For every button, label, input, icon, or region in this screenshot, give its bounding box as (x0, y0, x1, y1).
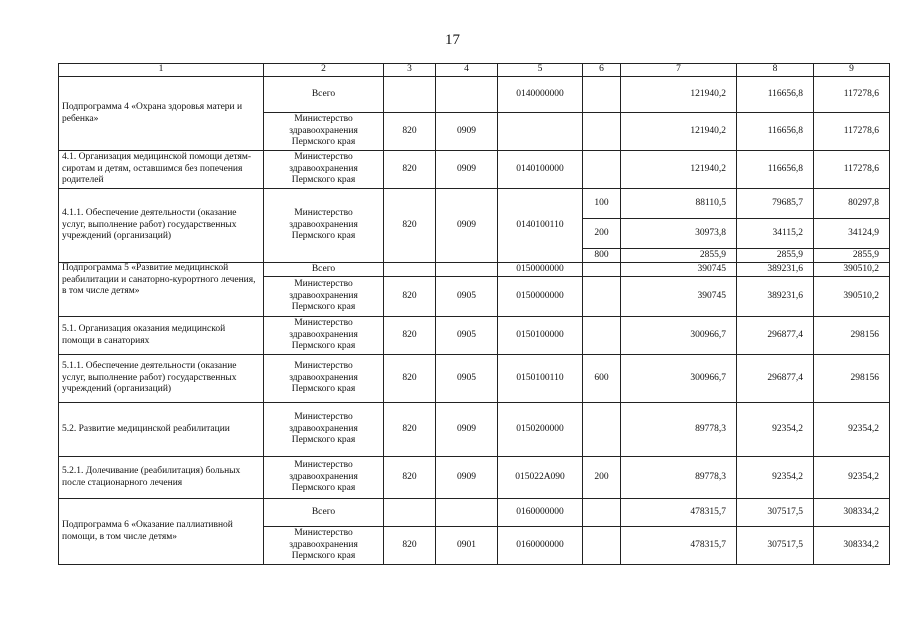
cell: 820 (384, 527, 436, 565)
row-name: 5.2.1. Долечивание (реабилитация) больных после стационарного лечения (59, 457, 264, 499)
cell-value: 88110,5 (621, 189, 737, 219)
cell: 820 (384, 189, 436, 263)
cell-value: 92354,2 (814, 403, 890, 457)
cell-value: 2855,9 (814, 249, 890, 263)
cell: 200 (583, 457, 621, 499)
col-header: 8 (737, 64, 814, 77)
cell (583, 77, 621, 113)
cell-code: 0150000000 (498, 277, 583, 317)
cell (384, 77, 436, 113)
cell-value: 390745 (621, 263, 737, 277)
cell-value: 117278,6 (814, 151, 890, 189)
cell-value: 390510,2 (814, 263, 890, 277)
cell: 0901 (436, 527, 498, 565)
cell (498, 113, 583, 151)
cell-value: 116656,8 (737, 77, 814, 113)
cell-value: 296877,4 (737, 355, 814, 403)
cell-ministry: Министерство здравоохранения Пермского края (264, 403, 384, 457)
col-header: 5 (498, 64, 583, 77)
cell-value: 79685,7 (737, 189, 814, 219)
table-row (59, 189, 890, 219)
table-row (59, 263, 890, 277)
cell-ministry: Министерство здравоохранения Пермского края (264, 151, 384, 189)
cell-ministry: Министерство здравоохранения Пермского края (264, 355, 384, 403)
cell-value: 117278,6 (814, 113, 890, 151)
cell-value: 300966,7 (621, 355, 737, 403)
col-header: 1 (59, 64, 264, 77)
row-name: Подпрограмма 4 «Охрана здоровья матери и ребенка» (59, 77, 264, 151)
row-name: 4.1. Организация медицинской помощи детям-сиротам и детям, оставшимся без попечения родителей (59, 151, 264, 189)
table-row (59, 457, 890, 499)
cell (583, 151, 621, 189)
col-header: 4 (436, 64, 498, 77)
cell: 820 (384, 277, 436, 317)
cell: 200 (583, 219, 621, 249)
cell-value: 390745 (621, 277, 737, 317)
cell: 0905 (436, 277, 498, 317)
budget-table (58, 63, 890, 565)
cell-value: 296877,4 (737, 317, 814, 355)
cell (583, 113, 621, 151)
cell (436, 263, 498, 277)
cell (436, 77, 498, 113)
cell-ministry: Министерство здравоохранения Пермского края (264, 317, 384, 355)
cell-value: 116656,8 (737, 151, 814, 189)
cell-value: 30973,8 (621, 219, 737, 249)
cell-value: 478315,7 (621, 527, 737, 565)
cell-value: 121940,2 (621, 77, 737, 113)
cell (384, 499, 436, 527)
cell-value: 89778,3 (621, 403, 737, 457)
cell: 820 (384, 355, 436, 403)
cell-value: 2855,9 (621, 249, 737, 263)
cell-code: 0160000000 (498, 527, 583, 565)
cell-code: 0150200000 (498, 403, 583, 457)
cell-vsego: Всего (264, 77, 384, 113)
cell-value: 308334,2 (814, 527, 890, 565)
cell-value: 298156 (814, 317, 890, 355)
col-header: 9 (814, 64, 890, 77)
table-row (59, 151, 890, 189)
cell-ministry: Министерство здравоохранения Пермского края (264, 189, 384, 263)
cell: 0909 (436, 189, 498, 263)
cell (583, 527, 621, 565)
cell-ministry: Министерство здравоохранения Пермского края (264, 113, 384, 151)
cell-value: 121940,2 (621, 113, 737, 151)
cell-value: 308334,2 (814, 499, 890, 527)
row-name: 5.1. Организация оказания медицинской помощи в санаториях (59, 317, 264, 355)
cell-value: 121940,2 (621, 151, 737, 189)
cell-value: 117278,6 (814, 77, 890, 113)
cell-value: 116656,8 (737, 113, 814, 151)
table-row (59, 317, 890, 355)
cell-code: 0150000000 (498, 263, 583, 277)
row-name: Подпрограмма 6 «Оказание паллиативной помощи, в том числе детям» (59, 499, 264, 565)
cell-value: 307517,5 (737, 527, 814, 565)
cell: 820 (384, 113, 436, 151)
cell-code: 0150100000 (498, 317, 583, 355)
cell-vsego: Всего (264, 263, 384, 277)
cell-ministry: Министерство здравоохранения Пермского края (264, 457, 384, 499)
cell-code: 0160000000 (498, 499, 583, 527)
cell-value: 307517,5 (737, 499, 814, 527)
cell: 0905 (436, 317, 498, 355)
row-name: 4.1.1. Обеспечение деятельности (оказание услуг, выполнение работ) государственных учреждений (организаций) (59, 189, 264, 263)
cell: 0909 (436, 113, 498, 151)
row-name: 5.1.1. Обеспечение деятельности (оказание услуг, выполнение работ) государственных учреждений (организаций) (59, 355, 264, 403)
table-row (59, 355, 890, 403)
cell-value: 2855,9 (737, 249, 814, 263)
cell: 600 (583, 355, 621, 403)
page-number: 17 (445, 32, 460, 48)
cell-value: 92354,2 (737, 403, 814, 457)
cell-code: 0140100110 (498, 189, 583, 263)
cell-value: 34124,9 (814, 219, 890, 249)
cell-code: 015022А090 (498, 457, 583, 499)
cell-value: 300966,7 (621, 317, 737, 355)
cell-value: 390510,2 (814, 277, 890, 317)
col-header: 6 (583, 64, 621, 77)
cell: 820 (384, 317, 436, 355)
cell-value: 92354,2 (814, 457, 890, 499)
cell (436, 499, 498, 527)
cell: 820 (384, 151, 436, 189)
cell-value: 478315,7 (621, 499, 737, 527)
cell-value: 80297,8 (814, 189, 890, 219)
cell: 820 (384, 457, 436, 499)
cell-code: 0150100110 (498, 355, 583, 403)
col-header: 3 (384, 64, 436, 77)
cell: 820 (384, 403, 436, 457)
col-header: 2 (264, 64, 384, 77)
cell (583, 277, 621, 317)
table-row (59, 499, 890, 527)
cell (583, 317, 621, 355)
cell (583, 403, 621, 457)
cell: 0905 (436, 355, 498, 403)
col-header: 7 (621, 64, 737, 77)
cell (583, 263, 621, 277)
cell (583, 499, 621, 527)
cell-value: 389231,6 (737, 277, 814, 317)
cell-ministry: Министерство здравоохранения Пермского края (264, 277, 384, 317)
cell-value: 89778,3 (621, 457, 737, 499)
cell-vsego: Всего (264, 499, 384, 527)
cell-ministry: Министерство здравоохранения Пермского края (264, 527, 384, 565)
table-row (59, 403, 890, 457)
cell-value: 34115,2 (737, 219, 814, 249)
cell: 800 (583, 249, 621, 263)
cell: 100 (583, 189, 621, 219)
cell (384, 263, 436, 277)
cell-code: 0140000000 (498, 77, 583, 113)
cell-value: 298156 (814, 355, 890, 403)
row-name: Подпрограмма 5 «Развитие медицинской реабилитации и санаторно-курортного лечения, в том числе детям» (59, 263, 264, 317)
header-row (59, 64, 890, 77)
cell-code: 0140100000 (498, 151, 583, 189)
cell-value: 92354,2 (737, 457, 814, 499)
cell-value: 389231,6 (737, 263, 814, 277)
cell: 0909 (436, 403, 498, 457)
cell: 0909 (436, 457, 498, 499)
table-row (59, 77, 890, 113)
cell: 0909 (436, 151, 498, 189)
row-name: 5.2. Развитие медицинской реабилитации (59, 403, 264, 457)
